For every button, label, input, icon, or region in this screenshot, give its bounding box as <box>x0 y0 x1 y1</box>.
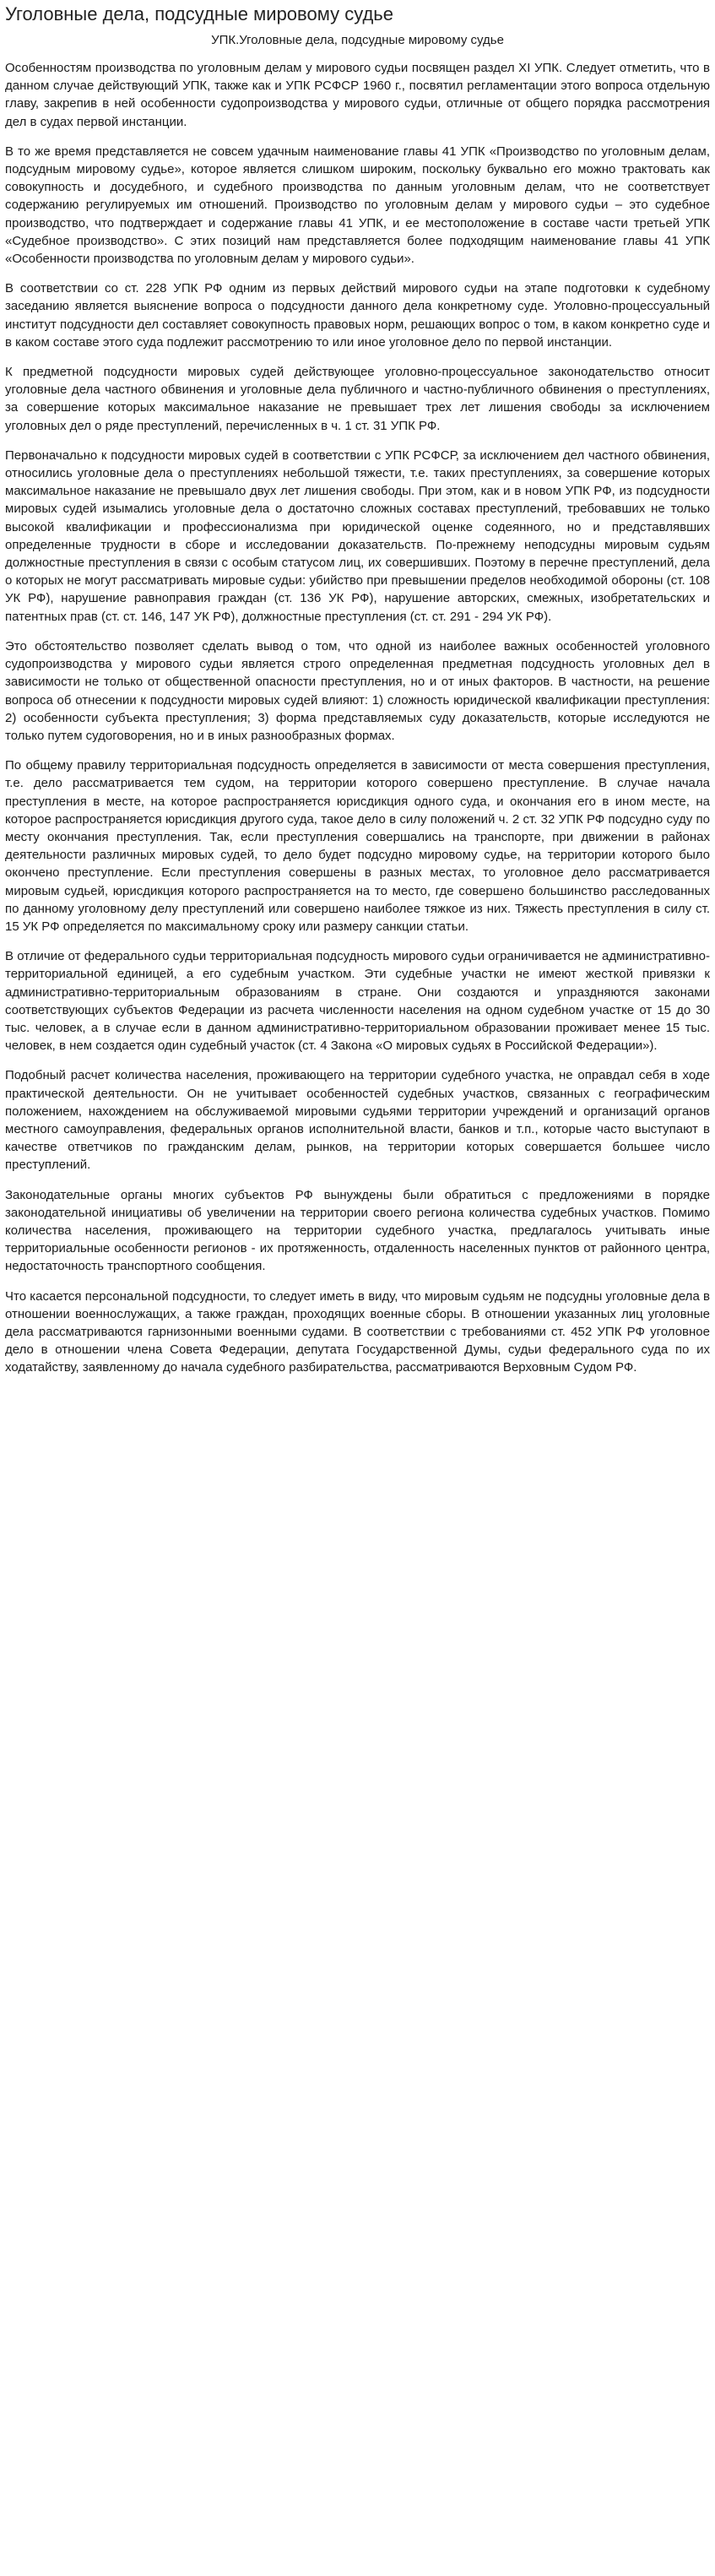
paragraph: Подобный расчет количества населения, проживающего на территории судебного участка, не оправдал себя в ходе практической деятельности. Он не учитывает особенностей судебных участков, связанных с географическим положением, нахождением на обслуживаемой мировыми судьями территории учреждений и организаций органов местного самоуправления, федеральных органов исполнительной власти, банков и т.п., которые часто выступают в качестве ответчиков по гражданским делам, рынков, на территории которых совершается большее число преступлений. <box>5 1068 710 1173</box>
paragraph: По общему правилу территориальная подсудность определяется в зависимости от места совершения преступления, т.е. дело рассматривается тем судом, на территории которого совершено преступление. В случае начала преступления в месте, на которое распространяется юрисдикция одного суда, и окончания его в ином месте, на которое распространяется юрисдикция другого суда, такое дело в силу положений ч. 2 ст. 32 УПК РФ подсудно суду по месту окончания преступления. Так, если преступления совершались на транспорте, при движении в районах деятельности различных мировых судей, то дело будет подсудно мировому судье, на территории которого было окончено преступление. Если преступления совершены в разных местах, то уголовное дело рассматривается мировым судьей, юрисдикция которого распространяется на то место, где совершено большинство расследованных по данному уголовному делу преступлений или совершено наиболее тяжкое из них. Тяжесть преступления в силу ст. 15 УК РФ определяется по максимальному сроку или размеру санкции статьи. <box>5 758 710 934</box>
paragraph: К предметной подсудности мировых судей действующее уголовно-процессуальное законодательство относит уголовные дела частного обвинения и уголовные дела публичного и частно-публичного обвинения о преступлениях, за совершение которых максимальное наказание не превышает трех лет лишения свободы за исключением уголовных дел о ряде преступлений, перечисленных в ч. 1 ст. 31 УПК РФ. <box>5 365 710 433</box>
article-body <box>5 59 710 1377</box>
paragraph: В то же время представляется не совсем удачным наименование главы 41 УПК «Производство по уголовным делам, подсудным мировому судье», которое является слишком широким, поскольку буквально его можно трактовать как совокупность и досудебного, и судебного производства по данным уголовным делам, что не соответствует содержанию регулируемых им отношений. Производство по уголовным делам у мирового судьи – это судебное производство, что подтверждает и содержание главы 41 УПК, и ее местоположение в составе части третьей УПК «Судебное производство». С этих позиций нам представляется более подходящим наименование главы 41 УПК «Особенности производства по уголовным делам у мирового судьи». <box>5 144 710 267</box>
paragraph: Особенностям производства по уголовным делам у мирового судьи посвящен раздел XI УПК. Следует отметить, что в данном случае действующий УПК, также как и УПК РСФСР 1960 г., посвятил регламентации этого вопроса отдельную главу, закрепив в ней особенности судопроизводства у мирового судьи, отличные от общего порядка рассмотрения дел в судах первой инстанции. <box>5 61 710 129</box>
paragraph: В соответствии со ст. 228 УПК РФ одним из первых действий мирового судьи на этапе подготовки к судебному заседанию является выяснение вопроса о подсудности данного дела конкретному суде. Уголовно-процессуальный институт подсудности дел составляет совокупность правовых норм, решающих вопрос о том, в каком конкретно суде и в каком составе этого суда подлежит рассмотрению то или иное уголовное дело по первой инстанции. <box>5 281 710 350</box>
paragraph: В отличие от федерального судьи территориальная подсудность мирового судьи ограничивается не административно-территориальной единицей, а его судебным участком. Эти судебные участки не имеют жесткой привязки к административно-территориальным образованиям в стране. Они создаются и упраздняются законами соответствующих субъектов Федерации из расчета численности населения на одном судебном участке от 15 до 30 тыс. человек, а в случае если в данном административно-территориальном образовании проживает менее 15 тыс. человек, в нем создается один судебный участок (ст. 4 Закона «О мировых судьях в Российской Федерации»). <box>5 949 710 1054</box>
page-subtitle: УПК.Уголовные дела, подсудные мировому судье <box>211 33 504 47</box>
paragraph: Законодательные органы многих субъектов РФ вынуждены были обратиться с предложениями в порядке законодательной инициативы об увеличении на территории своего региона количества судебных участков. Помимо количества населения, проживающего на территории судебного участка, предлагалось учитывать иные территориальные особенности регионов - их протяженность, отдаленность населенных пунктов от районного центра, недостаточность транспортного сообщения. <box>5 1187 710 1274</box>
paragraph: Что касается персональной подсудности, то следует иметь в виду, что мировым судьям не подсудны уголовные дела в отношении военнослужащих, а также граждан, проходящих военные сборы. В отношении указанных лиц уголовные дела рассматриваются гарнизонными военными судами. В соответствии с требованиями ст. 452 УПК РФ уголовное дело в отношении члена Совета Федерации, депутата Государственной Думы, судьи федерального суда по их ходатайству, заявленному до начала судебного разбирательства, рассматриваются Верховным Судом РФ. <box>5 1288 710 1375</box>
page-title: Уголовные дела, подсудные мировому судье <box>5 3 394 24</box>
paragraph: Это обстоятельство позволяет сделать вывод о том, что одной из наиболее важных особенностей уголовного судопроизводства у мирового судьи является строго определенная предметная подсудность уголовных дел в зависимости не только от общественной опасности преступления, но и от иных факторов. В частности, на решение вопроса об отнесении к подсудности мировых судей влияют: 1) сложность юридической квалификации преступления: 2) особенности субъекта преступления; 3) форма представляемых суду доказательств, которые исследуются не только путем судоговорения, но и в иных разнообразных формах. <box>5 638 710 743</box>
paragraph: Первоначально к подсудности мировых судей в соответствии с УПК РСФСР, за исключением дел частного обвинения, относились уголовные дела о преступлениях небольшой тяжести, т.е. таких преступлениях, за совершение которых максимальное наказание не превышало двух лет лишения свободы. При этом, как и в новом УПК РФ, из подсудности мировых судей изымались уголовные дела о достаточно сложных составах преступлений, требовавших не только высокой квалификации и профессионализма при юридической оценке содеянного, но и представлявших определенные трудности в сборе и исследовании доказательств. По-прежнему неподсудны мировым судьям должностные преступления в связи с особым статусом лиц, их совершивших. Поэтому в перечне преступлений, дела о которых не могут рассматривать мировые судьи: убийство при превышении пределов необходимой обороны (ст. 108 УК РФ), нарушение равноправия граждан (ст. 136 УК РФ), нарушение авторских, смежных, изобретательских и патентных прав (ст. ст. 146, 147 УК РФ), должностные преступления (ст. ст. 291 - 294 УК РФ). <box>5 447 710 624</box>
